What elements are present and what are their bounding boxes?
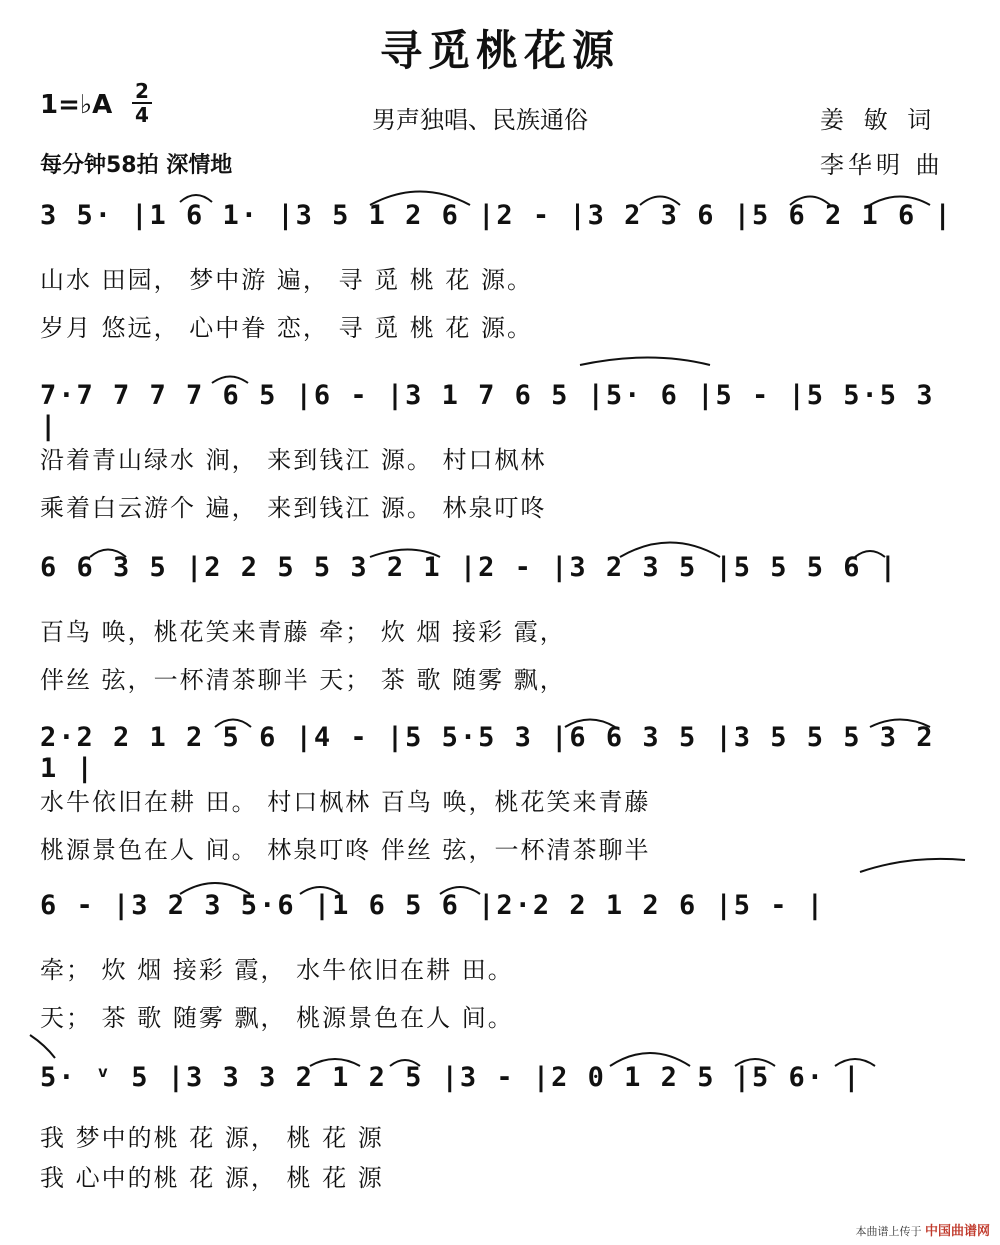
slur: [580, 358, 710, 366]
slur: [180, 883, 250, 894]
slur: [860, 859, 965, 872]
slur: [310, 1059, 360, 1066]
footer-credit: [855, 1220, 990, 1239]
slur: [300, 887, 340, 894]
footer-text: 本曲谱上传于: [855, 1225, 922, 1238]
slur: [90, 550, 126, 558]
slur: [565, 720, 615, 728]
slur: [180, 195, 212, 202]
slur: [835, 1059, 875, 1066]
slur: [212, 377, 248, 384]
slur: [620, 543, 720, 558]
site-logo: 中国曲谱网: [924, 1224, 990, 1239]
slur: [790, 197, 830, 206]
slur: [640, 197, 680, 206]
lyric-verse-1: 山水 田园， 梦中游 遍， 寻 觅 桃 花 源。: [40, 266, 534, 294]
notes-line: 7·7 7 7 7 6 5 |6 - |3 1 7 6 5 |5· 6 |5 - |5 5·5 3 |: [40, 380, 935, 442]
notes-line: 5· ᵛ 5 |3 3 3 2 1 2 5 |3 - |2 0 1 2 5 |5 6· |: [40, 1062, 862, 1093]
notes-line: 6 6 3 5 |2 2 5 5 3 2 1 |2 - |3 2 3 5 |5 5 5 6 |: [40, 552, 899, 583]
lyric-verse-2: 桃源景色在人 间。 林泉叮咚 伴丝 弦，一杯清茶聊半: [40, 836, 651, 864]
slur: [370, 192, 470, 206]
tempo-marking: 每分钟58拍 深情地: [40, 153, 233, 178]
lyric-verse-1: 百鸟 唤，桃花笑来青藤 牵； 炊 烟 接彩 霞，: [40, 618, 566, 646]
slur: [30, 1035, 55, 1058]
slur: [440, 887, 480, 894]
lyric-verse-2: 天； 茶 歌 随雾 飘， 桃源景色在人 间。: [40, 1004, 514, 1032]
slur: [870, 197, 930, 206]
subtitle: 男声独唱、民族通俗: [372, 106, 588, 134]
lyric-verse-2: 我 心中的桃 花 源， 桃 花 源: [40, 1164, 384, 1192]
slur: [870, 720, 930, 728]
lyric-verse-2: 岁月 悠远， 心中眷 恋， 寻 觅 桃 花 源。: [40, 314, 534, 342]
key-signature: 1=♭A: [40, 90, 113, 120]
notes-line: 6 - |3 2 3 5·6 |1 6 5 6 |2·2 2 1 2 6 |5 - |: [40, 890, 825, 921]
notes-line: 3 5· |1 6 1· |3 5 1 2 6 |2 - |3 2 3 6 |5 6 2 1 6 |: [40, 200, 953, 231]
lyric-verse-1: 我 梦中的桃 花 源， 桃 花 源: [40, 1124, 384, 1152]
notes-line: 2·2 2 1 2 5 6 |4 - |5 5·5 3 |6 6 3 5 |3 5 5 5 3 2 1 |: [40, 722, 935, 784]
song-title: 寻觅桃花源: [379, 26, 620, 75]
slur: [390, 1060, 420, 1066]
slur: [735, 1059, 775, 1066]
lyricist-credit: 姜 敏 词: [820, 106, 938, 134]
meter-top: 2: [135, 79, 149, 103]
lyric-verse-2: 乘着白云游个 遍， 来到钱江 源。 林泉叮咚: [40, 494, 547, 522]
meter-bottom: 4: [135, 103, 149, 127]
lyric-verse-1: 牵； 炊 烟 接彩 霞， 水牛依旧在耕 田。: [40, 956, 514, 984]
composer-credit: 李华明 曲: [820, 151, 944, 179]
lyric-verse-1: 沿着青山绿水 涧， 来到钱江 源。 村口枫林: [40, 446, 547, 474]
slur: [370, 550, 440, 558]
slur: [610, 1053, 690, 1066]
slur: [855, 551, 885, 557]
lyric-verse-2: 伴丝 弦，一杯清茶聊半 天； 茶 歌 随雾 飘，: [40, 666, 566, 694]
slur: [215, 720, 251, 728]
lyric-verse-1: 水牛依旧在耕 田。 村口枫林 百鸟 唤，桃花笑来青藤: [40, 788, 651, 816]
